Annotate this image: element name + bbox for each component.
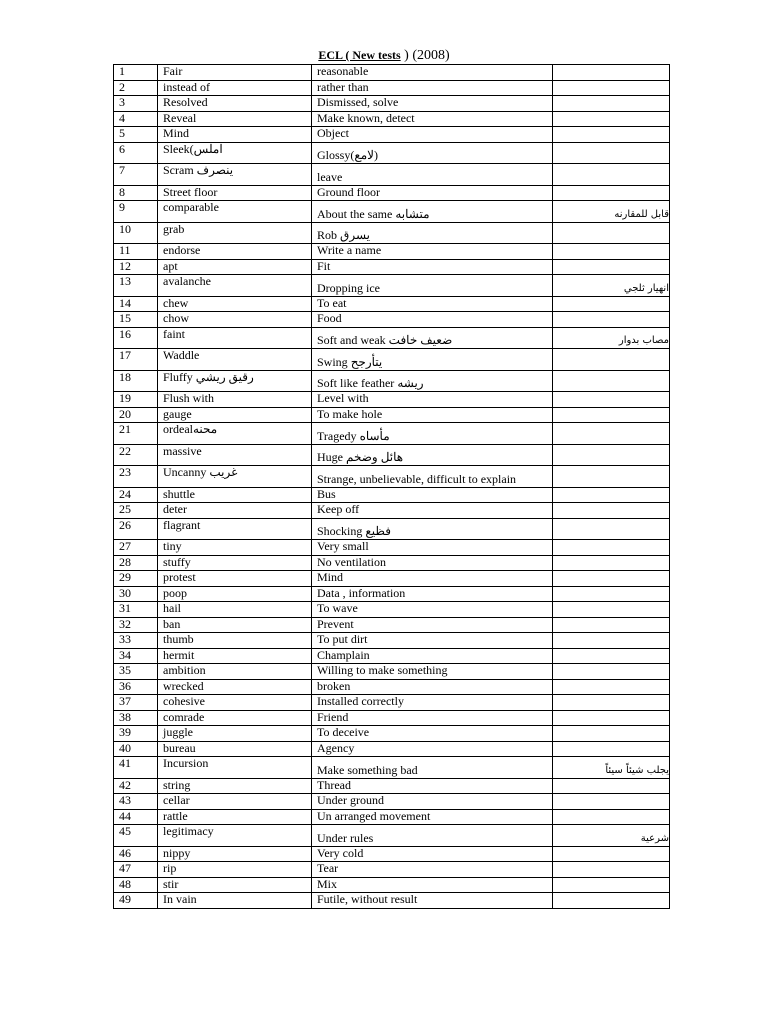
row-meaning: Agency bbox=[312, 741, 553, 757]
row-arabic-translation bbox=[553, 142, 670, 164]
table-row bbox=[114, 617, 670, 633]
row-arabic-translation bbox=[553, 602, 670, 618]
row-meaning: Friend bbox=[312, 710, 553, 726]
row-arabic-translation bbox=[553, 586, 670, 602]
row-word: stuffy bbox=[158, 555, 312, 571]
row-arabic-translation bbox=[553, 679, 670, 695]
row-meaning: Tragedy مأساه bbox=[312, 423, 553, 445]
table-row bbox=[114, 757, 670, 779]
table-row bbox=[114, 862, 670, 878]
row-arabic-translation bbox=[553, 617, 670, 633]
row-meaning: Very small bbox=[312, 540, 553, 556]
row-number: 7 bbox=[114, 164, 158, 186]
row-number: 16 bbox=[114, 327, 158, 349]
table-row bbox=[114, 164, 670, 186]
row-arabic-translation bbox=[553, 370, 670, 392]
row-word: Waddle bbox=[158, 349, 312, 371]
row-number: 3 bbox=[114, 96, 158, 112]
row-word: cohesive bbox=[158, 695, 312, 711]
row-arabic-translation: يجلب شيئاً سيئاً bbox=[553, 757, 670, 779]
row-arabic-translation bbox=[553, 222, 670, 244]
table-row bbox=[114, 423, 670, 445]
row-number: 38 bbox=[114, 710, 158, 726]
row-meaning: Thread bbox=[312, 778, 553, 794]
row-word: cellar bbox=[158, 794, 312, 810]
title-main: ECL ( New tests bbox=[318, 48, 401, 62]
row-number: 25 bbox=[114, 503, 158, 519]
table-row bbox=[114, 648, 670, 664]
table-row bbox=[114, 679, 670, 695]
vocabulary-table bbox=[113, 64, 670, 909]
row-arabic-translation bbox=[553, 633, 670, 649]
row-meaning: rather than bbox=[312, 80, 553, 96]
row-meaning: Futile, without result bbox=[312, 893, 553, 909]
row-word: Mind bbox=[158, 127, 312, 143]
row-arabic-translation bbox=[553, 185, 670, 201]
row-arabic-translation: شرعية bbox=[553, 825, 670, 847]
row-meaning: No ventilation bbox=[312, 555, 553, 571]
table-row bbox=[114, 633, 670, 649]
row-number: 21 bbox=[114, 423, 158, 445]
table-row bbox=[114, 96, 670, 112]
row-meaning: Make known, detect bbox=[312, 111, 553, 127]
row-arabic-translation bbox=[553, 349, 670, 371]
table-row bbox=[114, 349, 670, 371]
title-rest: ) (2008) bbox=[400, 48, 450, 63]
row-arabic-translation bbox=[553, 423, 670, 445]
row-meaning: Huge هائل وضخم bbox=[312, 444, 553, 466]
row-number: 15 bbox=[114, 312, 158, 328]
table-row bbox=[114, 111, 670, 127]
row-meaning: Strange, unbelievable, difficult to explain bbox=[312, 466, 553, 488]
table-row bbox=[114, 741, 670, 757]
row-word: nippy bbox=[158, 846, 312, 862]
row-number: 5 bbox=[114, 127, 158, 143]
table-row bbox=[114, 540, 670, 556]
row-meaning: Food bbox=[312, 312, 553, 328]
row-arabic-translation bbox=[553, 726, 670, 742]
row-arabic-translation bbox=[553, 877, 670, 893]
row-meaning: Under ground bbox=[312, 794, 553, 810]
table-row bbox=[114, 518, 670, 540]
row-number: 39 bbox=[114, 726, 158, 742]
row-meaning: Glossy(لامع) bbox=[312, 142, 553, 164]
row-word: chow bbox=[158, 312, 312, 328]
row-number: 31 bbox=[114, 602, 158, 618]
row-meaning: Soft and weak ضعيف خافت bbox=[312, 327, 553, 349]
table-row bbox=[114, 201, 670, 223]
table-row bbox=[114, 794, 670, 810]
table-row bbox=[114, 503, 670, 519]
row-arabic-translation bbox=[553, 555, 670, 571]
row-number: 46 bbox=[114, 846, 158, 862]
row-meaning: Keep off bbox=[312, 503, 553, 519]
row-meaning: To wave bbox=[312, 602, 553, 618]
row-word: Fair bbox=[158, 65, 312, 81]
row-arabic-translation bbox=[553, 778, 670, 794]
row-meaning: Swing يتأرجح bbox=[312, 349, 553, 371]
row-arabic-translation bbox=[553, 571, 670, 587]
row-meaning: reasonable bbox=[312, 65, 553, 81]
table-row bbox=[114, 259, 670, 275]
row-word: string bbox=[158, 778, 312, 794]
table-row bbox=[114, 392, 670, 408]
row-word: Sleek(املس bbox=[158, 142, 312, 164]
row-arabic-translation bbox=[553, 96, 670, 112]
row-word: massive bbox=[158, 444, 312, 466]
row-number: 37 bbox=[114, 695, 158, 711]
row-word: Uncanny غريب bbox=[158, 466, 312, 488]
row-meaning: Mix bbox=[312, 877, 553, 893]
vocabulary-table-body bbox=[114, 65, 670, 909]
row-meaning: leave bbox=[312, 164, 553, 186]
row-number: 6 bbox=[114, 142, 158, 164]
row-arabic-translation bbox=[553, 466, 670, 488]
row-number: 26 bbox=[114, 518, 158, 540]
row-number: 14 bbox=[114, 296, 158, 312]
row-word: gauge bbox=[158, 407, 312, 423]
table-row bbox=[114, 327, 670, 349]
row-arabic-translation bbox=[553, 518, 670, 540]
row-meaning: Shocking فظيع bbox=[312, 518, 553, 540]
row-meaning: Rob يسرق bbox=[312, 222, 553, 244]
row-arabic-translation bbox=[553, 111, 670, 127]
row-word: shuttle bbox=[158, 487, 312, 503]
row-number: 12 bbox=[114, 259, 158, 275]
row-number: 35 bbox=[114, 664, 158, 680]
row-arabic-translation: مصاب بدوار bbox=[553, 327, 670, 349]
row-number: 4 bbox=[114, 111, 158, 127]
row-number: 45 bbox=[114, 825, 158, 847]
table-row bbox=[114, 586, 670, 602]
row-word: Incursion bbox=[158, 757, 312, 779]
table-row bbox=[114, 695, 670, 711]
table-row bbox=[114, 370, 670, 392]
page-title bbox=[0, 47, 768, 64]
table-row bbox=[114, 664, 670, 680]
row-word: Reveal bbox=[158, 111, 312, 127]
row-word: avalanche bbox=[158, 275, 312, 297]
row-word: hail bbox=[158, 602, 312, 618]
row-number: 8 bbox=[114, 185, 158, 201]
row-meaning: Under rules bbox=[312, 825, 553, 847]
row-meaning: To eat bbox=[312, 296, 553, 312]
row-word: rip bbox=[158, 862, 312, 878]
row-word: ambition bbox=[158, 664, 312, 680]
row-meaning: Dismissed, solve bbox=[312, 96, 553, 112]
row-meaning: Soft like feather ريشه bbox=[312, 370, 553, 392]
row-arabic-translation bbox=[553, 80, 670, 96]
row-word: Scram ينصرف bbox=[158, 164, 312, 186]
row-number: 43 bbox=[114, 794, 158, 810]
row-meaning: Willing to make something bbox=[312, 664, 553, 680]
table-row bbox=[114, 244, 670, 260]
table-row bbox=[114, 444, 670, 466]
row-meaning: Un arranged movement bbox=[312, 809, 553, 825]
row-arabic-translation bbox=[553, 809, 670, 825]
row-number: 20 bbox=[114, 407, 158, 423]
row-word: rattle bbox=[158, 809, 312, 825]
row-arabic-translation: قابل للمقارنه bbox=[553, 201, 670, 223]
row-arabic-translation bbox=[553, 312, 670, 328]
table-row bbox=[114, 127, 670, 143]
table-row bbox=[114, 710, 670, 726]
table-row bbox=[114, 602, 670, 618]
row-number: 24 bbox=[114, 487, 158, 503]
row-arabic-translation bbox=[553, 407, 670, 423]
row-word: tiny bbox=[158, 540, 312, 556]
row-number: 48 bbox=[114, 877, 158, 893]
table-row bbox=[114, 466, 670, 488]
row-word: comrade bbox=[158, 710, 312, 726]
row-meaning: To put dirt bbox=[312, 633, 553, 649]
row-meaning: About the same متشابه bbox=[312, 201, 553, 223]
row-word: Street floor bbox=[158, 185, 312, 201]
row-arabic-translation bbox=[553, 862, 670, 878]
table-row bbox=[114, 893, 670, 909]
row-number: 44 bbox=[114, 809, 158, 825]
row-word: faint bbox=[158, 327, 312, 349]
row-number: 34 bbox=[114, 648, 158, 664]
row-meaning: Data , information bbox=[312, 586, 553, 602]
row-arabic-translation bbox=[553, 127, 670, 143]
table-row bbox=[114, 555, 670, 571]
row-number: 49 bbox=[114, 893, 158, 909]
table-row bbox=[114, 726, 670, 742]
row-arabic-translation bbox=[553, 893, 670, 909]
row-arabic-translation bbox=[553, 487, 670, 503]
row-number: 27 bbox=[114, 540, 158, 556]
table-row bbox=[114, 809, 670, 825]
row-meaning: Make something bad bbox=[312, 757, 553, 779]
row-arabic-translation bbox=[553, 296, 670, 312]
row-meaning: broken bbox=[312, 679, 553, 695]
row-arabic-translation bbox=[553, 664, 670, 680]
row-number: 2 bbox=[114, 80, 158, 96]
row-number: 32 bbox=[114, 617, 158, 633]
row-word: ordealمحنه bbox=[158, 423, 312, 445]
row-number: 33 bbox=[114, 633, 158, 649]
row-word: apt bbox=[158, 259, 312, 275]
table-row bbox=[114, 877, 670, 893]
row-arabic-translation bbox=[553, 695, 670, 711]
row-arabic-translation: انهيار ثلجي bbox=[553, 275, 670, 297]
row-number: 10 bbox=[114, 222, 158, 244]
row-arabic-translation bbox=[553, 710, 670, 726]
table-row bbox=[114, 275, 670, 297]
row-number: 13 bbox=[114, 275, 158, 297]
row-word: protest bbox=[158, 571, 312, 587]
row-arabic-translation bbox=[553, 259, 670, 275]
row-number: 41 bbox=[114, 757, 158, 779]
row-meaning: Bus bbox=[312, 487, 553, 503]
table-row bbox=[114, 296, 670, 312]
row-meaning: Fit bbox=[312, 259, 553, 275]
row-word: juggle bbox=[158, 726, 312, 742]
row-arabic-translation bbox=[553, 503, 670, 519]
row-number: 17 bbox=[114, 349, 158, 371]
table-row bbox=[114, 185, 670, 201]
row-word: endorse bbox=[158, 244, 312, 260]
table-row bbox=[114, 142, 670, 164]
row-meaning: Write a name bbox=[312, 244, 553, 260]
row-word: In vain bbox=[158, 893, 312, 909]
row-word: Flush with bbox=[158, 392, 312, 408]
table-row bbox=[114, 825, 670, 847]
row-word: Resolved bbox=[158, 96, 312, 112]
row-word: legitimacy bbox=[158, 825, 312, 847]
table-row bbox=[114, 571, 670, 587]
row-meaning: Prevent bbox=[312, 617, 553, 633]
row-word: hermit bbox=[158, 648, 312, 664]
row-number: 47 bbox=[114, 862, 158, 878]
row-number: 18 bbox=[114, 370, 158, 392]
row-meaning: Mind bbox=[312, 571, 553, 587]
row-number: 30 bbox=[114, 586, 158, 602]
row-word: chew bbox=[158, 296, 312, 312]
table-row bbox=[114, 778, 670, 794]
row-arabic-translation bbox=[553, 741, 670, 757]
row-word: comparable bbox=[158, 201, 312, 223]
row-arabic-translation bbox=[553, 65, 670, 81]
row-meaning: Tear bbox=[312, 862, 553, 878]
row-meaning: Ground floor bbox=[312, 185, 553, 201]
table-row bbox=[114, 80, 670, 96]
row-meaning: Installed correctly bbox=[312, 695, 553, 711]
row-number: 40 bbox=[114, 741, 158, 757]
row-word: Fluffy رقيق ريشي bbox=[158, 370, 312, 392]
row-meaning: Champlain bbox=[312, 648, 553, 664]
row-meaning: Dropping ice bbox=[312, 275, 553, 297]
row-number: 36 bbox=[114, 679, 158, 695]
row-word: stir bbox=[158, 877, 312, 893]
row-arabic-translation bbox=[553, 444, 670, 466]
table-row bbox=[114, 487, 670, 503]
row-number: 11 bbox=[114, 244, 158, 260]
row-word: bureau bbox=[158, 741, 312, 757]
row-word: instead of bbox=[158, 80, 312, 96]
row-word: poop bbox=[158, 586, 312, 602]
row-arabic-translation bbox=[553, 392, 670, 408]
row-word: wrecked bbox=[158, 679, 312, 695]
table-row bbox=[114, 312, 670, 328]
row-number: 19 bbox=[114, 392, 158, 408]
row-number: 23 bbox=[114, 466, 158, 488]
row-arabic-translation bbox=[553, 164, 670, 186]
row-word: grab bbox=[158, 222, 312, 244]
table-row bbox=[114, 222, 670, 244]
row-arabic-translation bbox=[553, 648, 670, 664]
row-meaning: Very cold bbox=[312, 846, 553, 862]
row-arabic-translation bbox=[553, 794, 670, 810]
row-number: 22 bbox=[114, 444, 158, 466]
row-meaning: Object bbox=[312, 127, 553, 143]
row-meaning: To make hole bbox=[312, 407, 553, 423]
row-number: 9 bbox=[114, 201, 158, 223]
row-arabic-translation bbox=[553, 540, 670, 556]
row-number: 28 bbox=[114, 555, 158, 571]
row-meaning: To deceive bbox=[312, 726, 553, 742]
row-number: 42 bbox=[114, 778, 158, 794]
row-word: thumb bbox=[158, 633, 312, 649]
row-word: flagrant bbox=[158, 518, 312, 540]
table-row bbox=[114, 65, 670, 81]
row-number: 29 bbox=[114, 571, 158, 587]
row-arabic-translation bbox=[553, 846, 670, 862]
row-word: deter bbox=[158, 503, 312, 519]
row-number: 1 bbox=[114, 65, 158, 81]
table-row bbox=[114, 846, 670, 862]
table-row bbox=[114, 407, 670, 423]
row-meaning: Level with bbox=[312, 392, 553, 408]
row-word: ban bbox=[158, 617, 312, 633]
row-arabic-translation bbox=[553, 244, 670, 260]
